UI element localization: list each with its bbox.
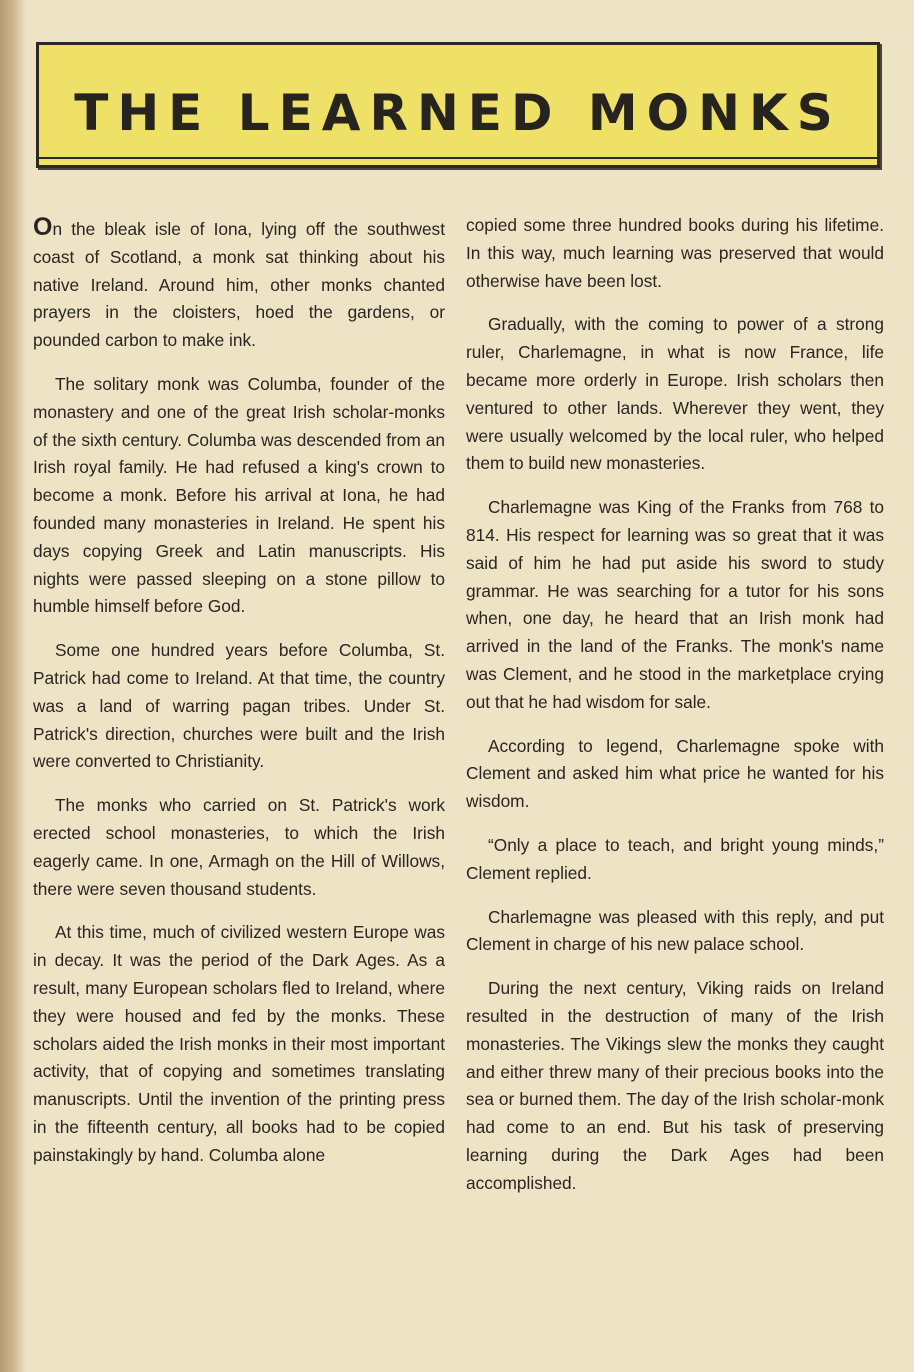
left-column xyxy=(33,214,445,1186)
paragraph: Some one hundred years before Columba, St. Patrick had come to Ireland. At that time, the country was a land of warring pagan tribes. Under St. Patrick's direction, churches were built and the Irish were converted to Christianity. xyxy=(33,640,445,772)
page-title: THE LEARNED MONKS xyxy=(74,84,842,142)
right-column xyxy=(466,212,884,1214)
paragraph: Gradually, with the coming to power of a strong ruler, Charlemagne, in what is now France, life became more orderly in Europe. Irish scholars then ventured to other lands. Wherever they went, they were usually welcomed by the local ruler, who helped them to build new monasteries. xyxy=(466,314,884,474)
paragraph: During the next century, Viking raids on Ireland resulted in the destruction of many of the Irish monasteries. The Vikings slew the monks they caught and either threw many of their precious books into the sea or burned them. The day of the Irish scholar-monk had come to an end. But his task of preserving learning during the Dark Ages had been accomplished. xyxy=(466,978,884,1193)
page-binding-shadow xyxy=(0,0,26,1372)
paragraph: Charlemagne was pleased with this reply, and put Clement in charge of his new palace school. xyxy=(466,906,884,955)
drop-cap: O xyxy=(33,213,53,241)
banner-rule xyxy=(39,157,877,159)
paragraph: At this time, much of civilized western Europe was in decay. It was the period of the Dark Ages. As a result, many European scholars fled to Ireland, where they were housed and fed by the monks. These scholars aided the Irish monks in their most important activity, that of copying and sometimes translating manuscripts. Until the invention of the printing press in the fifteenth century, all books had to be copied painstakingly by hand. Columba alone xyxy=(33,922,445,1165)
paragraph: “Only a place to teach, and bright young minds,” Clement replied. xyxy=(466,834,884,883)
paragraph: The monks who carried on St. Patrick's work erected school monasteries, to which the Irish eagerly came. In one, Armagh on the Hill of Willows, there were seven thousand students. xyxy=(33,795,445,899)
paragraph: Charlemagne was King of the Franks from 768 to 814. His respect for learning was so great that it was said of him he had put aside his sword to study grammar. He was searching for a tutor for his sons when, one day, he heard that an Irish monk had arrived in the land of the Franks. The monk's name was Clement, and he stood in the marketplace crying out that he had wisdom for sale. xyxy=(466,497,884,712)
paragraph: copied some three hundred books during his lifetime. In this way, much learning was preserved that would otherwise have been lost. xyxy=(466,215,884,291)
paragraph xyxy=(33,214,445,355)
paragraph: The solitary monk was Columba, founder of the monastery and one of the great Irish scholar-monks of the sixth century. Columba was descended from an Irish royal family. He had refused a king's crown to become a monk. Before his arrival at Iona, he had founded many monasteries in Ireland. He spent his days copying Greek and Latin manuscripts. His nights were passed sleeping on a stone pillow to humble himself before God. xyxy=(33,373,445,617)
title-banner xyxy=(36,42,880,168)
paragraph-text: n the bleak isle of Iona, lying off the southwest coast of Scotland, a monk sat thinking about his native Ireland. Around him, other monks chanted prayers in the cloisters, hoed the gardens, or pounded carbon to make ink. xyxy=(33,219,445,351)
paragraph: According to legend, Charlemagne spoke with Clement and asked him what price he wanted for his wisdom. xyxy=(466,735,884,812)
